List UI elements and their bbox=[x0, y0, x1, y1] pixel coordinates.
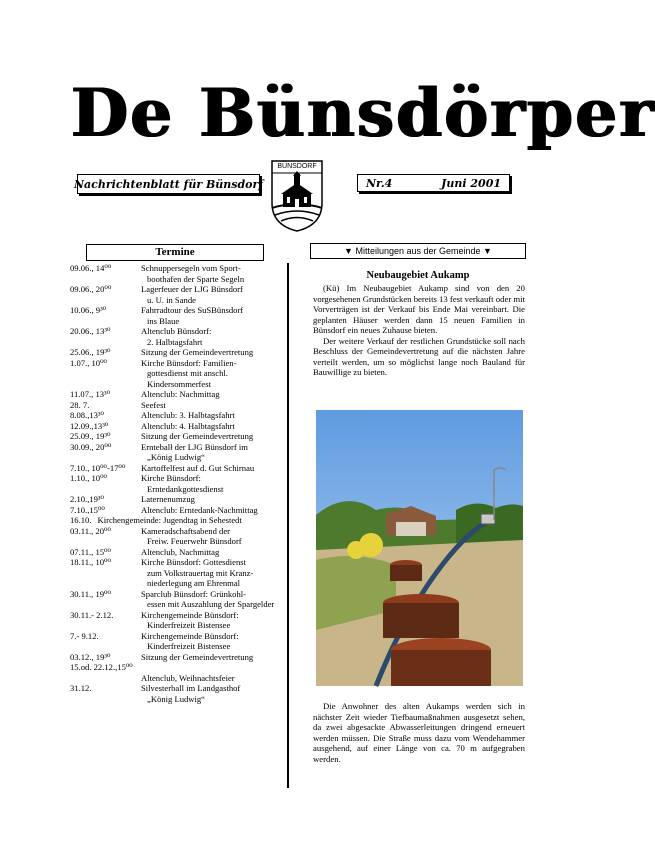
event-title: Kirche Bünsdorf: bbox=[141, 473, 201, 483]
event-row bbox=[70, 400, 288, 411]
event-text bbox=[141, 463, 288, 474]
event-continuation: u. U. in Sande bbox=[147, 294, 196, 305]
event-row bbox=[70, 526, 288, 547]
article-body bbox=[313, 283, 525, 378]
event-title: Altenclub: Nachmittag bbox=[141, 389, 220, 399]
issue-number: Nr.4 bbox=[366, 176, 393, 190]
event-continuation: boothafen der Sparte Segeln bbox=[147, 273, 245, 284]
event-continuation: essen mit Auszahlung der Spargelder bbox=[147, 599, 275, 609]
event-date: 12.09.,13³⁰ bbox=[70, 420, 109, 431]
event-text bbox=[139, 662, 288, 673]
event-text bbox=[141, 431, 288, 442]
event-row bbox=[70, 463, 288, 474]
event-continuation: Erntedankgottesdienst bbox=[147, 483, 224, 494]
event-title: Kirche Bünsdorf: Familien- bbox=[141, 357, 237, 368]
event-row bbox=[70, 557, 288, 589]
event-date: 25.06., 19³⁰ bbox=[70, 347, 111, 357]
event-text bbox=[141, 494, 288, 505]
event-row bbox=[70, 305, 288, 326]
event-text bbox=[141, 557, 288, 589]
event-text bbox=[141, 421, 288, 432]
article-closing-paragraph: Die Anwohner des alten Aukamps werden sich in nächster Zeit wieder Tiefbaumaßnahmen ausgesetzt sehen, da zwei abgesackte Abwasserleitungen dringend erneuert werden müssen. Die Straße muss dazu vom Wendehammer ausgehend, auf einer Länge von ca. 70 m aufgegraben werden. bbox=[313, 701, 525, 764]
event-text bbox=[141, 410, 288, 421]
termine-heading: Termine bbox=[86, 244, 264, 261]
article-title: Neubaugebiet Aukamp bbox=[366, 270, 470, 281]
event-row bbox=[70, 547, 288, 558]
event-row bbox=[70, 494, 288, 505]
event-row bbox=[70, 662, 288, 673]
event-date bbox=[70, 673, 141, 684]
event-text bbox=[141, 442, 288, 463]
event-row bbox=[70, 505, 288, 516]
issue-info bbox=[357, 174, 510, 192]
event-text bbox=[141, 347, 288, 358]
event-text bbox=[141, 505, 288, 516]
event-date: 15.od. 22.12.,15⁰⁰ bbox=[70, 662, 133, 672]
event-date: 30.09., 20⁰⁰ bbox=[70, 441, 112, 452]
event-title: Kirchengemeinde Bünsdorf: bbox=[141, 630, 239, 641]
article-photo bbox=[316, 410, 523, 686]
church-crest-icon bbox=[267, 159, 327, 233]
event-text bbox=[141, 284, 288, 305]
event-title: Seefest bbox=[141, 399, 166, 410]
event-row bbox=[70, 347, 288, 358]
event-title: Kirche Bünsdorf: Gottesdienst bbox=[141, 557, 247, 567]
event-text bbox=[141, 305, 288, 326]
event-title: Altenclub Bünsdorf: bbox=[141, 326, 212, 336]
event-row bbox=[70, 410, 288, 421]
event-date: 1.07., 10⁰⁰ bbox=[70, 357, 107, 368]
event-continuation: Kinderfreizeit Bistensee bbox=[147, 620, 231, 630]
event-text bbox=[141, 589, 288, 610]
event-date: 1.10., 10⁰⁰ bbox=[70, 473, 107, 483]
event-date: 09.06., 14⁰⁰ bbox=[70, 263, 112, 273]
event-date: 07.11., 15⁰⁰ bbox=[70, 546, 111, 557]
event-date: 30.11., 19⁰⁰ bbox=[70, 588, 111, 599]
event-date: 7.10.,15⁰⁰ bbox=[70, 504, 105, 515]
event-continuation: ins Blaue bbox=[147, 315, 180, 326]
event-date: 09.06., 20⁰⁰ bbox=[70, 284, 112, 294]
event-title: Kirchengemeinde Bünsdorf: bbox=[141, 609, 239, 620]
event-title: Sitzung der Gemeindevertretung bbox=[141, 431, 254, 441]
section-label: ▼ Mitteilungen aus der Gemeinde ▼ bbox=[310, 243, 526, 259]
event-title: Fahrradtour des SuSBünsdorf bbox=[141, 305, 244, 315]
event-row bbox=[70, 421, 288, 432]
event-row bbox=[70, 652, 288, 663]
event-row bbox=[70, 683, 288, 704]
event-date: 7.10., 10⁰⁰-17⁰⁰ bbox=[70, 462, 126, 473]
event-list bbox=[70, 263, 288, 704]
event-text bbox=[141, 683, 288, 704]
event-title: Kirchengemeinde: Jugendtag in Sehestedt bbox=[97, 515, 242, 525]
event-text bbox=[141, 526, 288, 547]
event-text bbox=[141, 652, 288, 663]
issue-date: Juni 2001 bbox=[441, 176, 501, 190]
event-row bbox=[70, 263, 288, 284]
event-continuation: Kinderfreizeit Bistensee bbox=[147, 641, 231, 651]
article-closing bbox=[313, 701, 525, 764]
event-date: 20.06., 13³⁰ bbox=[70, 326, 111, 336]
subtitle-text: Nachrichtenblatt für Bünsdorf bbox=[74, 177, 264, 191]
event-text bbox=[141, 547, 288, 558]
event-title: Silvesterball im Landgasthof bbox=[141, 683, 241, 693]
event-title: Sparclub Bünsdorf: Grünkohl- bbox=[141, 588, 247, 599]
event-title: Altenclub: Erntedank-Nachmittag bbox=[141, 504, 258, 515]
event-date: 8.08.,13³⁰ bbox=[70, 410, 104, 420]
article-paragraph: (Kü) Im Neubaugebiet Aukamp sind von den 20 vorgesehenen Grundstücken bereits 13 fest verkauft oder mit Vorverträgen ist der Verkauf bis Ende Mai vereinbart. Die geplanten Häuser werden dann 15 neuen Familien in Bünsdorf ein neues Zuhause bieten. bbox=[313, 283, 525, 335]
event-row bbox=[70, 610, 288, 631]
event-date: 18.11., 10⁰⁰ bbox=[70, 557, 111, 567]
event-continuation: zum Volkstrauertag mit Kranz-niederlegung am Ehrenmal bbox=[147, 567, 254, 588]
event-row bbox=[70, 589, 288, 610]
event-continuation: Freiw. Feuerwehr Bünsdorf bbox=[147, 536, 242, 546]
event-title: Altenclub: 4. Halbtagsfahrt bbox=[141, 420, 235, 431]
event-title: Kameradschaftsabend der bbox=[141, 525, 230, 536]
event-continuation: gottesdienst mit anschl. Kindersommerfest bbox=[147, 368, 228, 389]
event-title: Altenclub: 3. Halbtagsfahrt bbox=[141, 410, 235, 420]
event-row bbox=[70, 326, 288, 347]
masthead-title: De Bünsdörper bbox=[70, 74, 655, 152]
event-text bbox=[141, 326, 288, 347]
event-row bbox=[70, 631, 288, 652]
event-date: 16.10. bbox=[70, 515, 92, 525]
event-row bbox=[70, 515, 288, 526]
event-text bbox=[141, 389, 288, 400]
event-date: 11.07., 13³⁰ bbox=[70, 389, 111, 399]
event-title: Altenclub, Nachmittag bbox=[141, 546, 220, 557]
crest-label: BÜNSDORF bbox=[277, 163, 317, 170]
event-title: Sitzung der Gemeindevertretung bbox=[141, 347, 254, 357]
event-date: 28. 7. bbox=[70, 399, 90, 410]
event-text bbox=[141, 673, 288, 684]
event-date: 2.10.,19³⁰ bbox=[70, 494, 104, 504]
event-row bbox=[70, 284, 288, 305]
event-title: Altenclub, Weihnachtsfeier bbox=[141, 672, 235, 683]
event-title: Schnuppersegeln vom Sport- bbox=[141, 263, 241, 273]
event-text bbox=[97, 515, 288, 526]
newsletter-subtitle bbox=[74, 174, 264, 194]
event-date: 30.11.- 2.12. bbox=[70, 609, 114, 620]
article-paragraph: Der weitere Verkauf der restlichen Grundstücke soll nach Beschluss der Gemeindevertretung auf die nächsten Jahre verteilt werden, um so möglichst lange noch Bauland für Bauwillige zu bieten. bbox=[313, 335, 525, 377]
event-text bbox=[141, 610, 288, 631]
event-title: Erntebalł der LJG Bünsdorf im bbox=[141, 441, 248, 452]
event-date: 7.- 9.12. bbox=[70, 630, 99, 641]
event-row bbox=[70, 389, 288, 400]
event-date: 03.11., 20⁰⁰ bbox=[70, 525, 111, 536]
event-text bbox=[141, 631, 288, 652]
event-date: 25.09., 19³⁰ bbox=[70, 431, 111, 441]
event-text bbox=[141, 473, 288, 494]
event-date: 31.12. bbox=[70, 683, 92, 693]
event-title: Kartoffelfest auf d. Gut Schirnau bbox=[141, 462, 255, 473]
event-date: 10.06., 9³⁰ bbox=[70, 305, 107, 315]
event-continuation: „König Ludwig“ bbox=[147, 452, 205, 462]
event-continuation: 2. Halbtagsfahrt bbox=[147, 336, 203, 347]
event-date: 03.12., 19³⁰ bbox=[70, 651, 111, 662]
event-row bbox=[70, 673, 288, 684]
event-row bbox=[70, 473, 288, 494]
event-continuation: „König Ludwig“ bbox=[147, 693, 205, 704]
event-text bbox=[141, 358, 288, 390]
event-title: Lagerfeuer der LJG Bünsdorf bbox=[141, 284, 243, 294]
event-row bbox=[70, 358, 288, 390]
event-row bbox=[70, 431, 288, 442]
event-title: Laternenumzug bbox=[141, 494, 195, 504]
event-text bbox=[141, 263, 288, 284]
event-title: Sitzung der Gemeindevertretung bbox=[141, 651, 254, 662]
event-text bbox=[141, 400, 288, 411]
event-row bbox=[70, 442, 288, 463]
